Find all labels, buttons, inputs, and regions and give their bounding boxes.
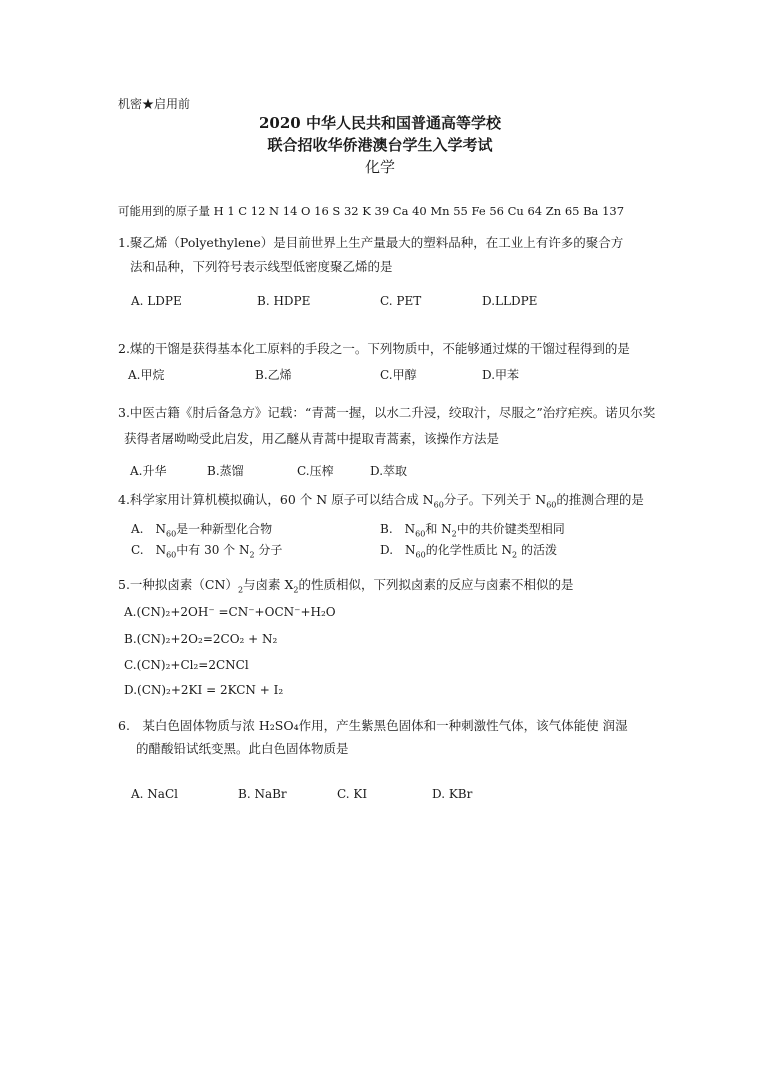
q4-option-d: D. $N_{60}$的化学性质比 $N_2$ 的活泼 — [380, 543, 557, 560]
q1-stem-line2: 法和品种，下列符号表示线型低密度聚乙烯的是 — [130, 259, 393, 274]
q3-option-c: C.压榨 — [297, 464, 334, 478]
q6-option-b: B. NaBr — [238, 787, 287, 801]
q4-option-b: B. $N_{60}$和 $N_2$中的共价键类型相同 — [380, 522, 565, 539]
q4-stem: 4.科学家用计算机模拟确认，60 个 N 原子可以结合成 $N_{60}$分子。下列关于 $N_{60}$的推测合理的是 — [118, 492, 644, 510]
q5-option-a: A.(CN)₂+2OH⁻ =CN⁻+OCN⁻+H₂O — [124, 605, 336, 619]
q3-option-d: D.萃取 — [370, 464, 408, 478]
q6-option-a: A. NaCl — [131, 787, 178, 801]
q6-stem-line2: 的醋酸铅试纸变黑。此白色固体物质是 — [136, 741, 349, 756]
q3-stem-line1: 3.中医古籍《肘后备急方》记载：“青蒿一握，以水二升浸，绞取汁，尽服之”治疗疟疾。诺贝尔奖 — [118, 405, 656, 420]
q5-option-b: B.(CN)₂+2O₂=2CO₂ + N₂ — [124, 632, 278, 646]
q6-option-c: C. KI — [337, 787, 368, 801]
q5-stem: 5.一种拟卤素$(CN)_2$与卤素 $X_2$的性质相似，下列拟卤素的反应与卤素不相似的是 — [118, 577, 574, 595]
q2-option-d: D.甲苯 — [482, 368, 520, 382]
atomic-masses: 可能用到的原子量 H 1 C 12 N 14 O 16 S 32 K 39 Ca 40 Mn 55 Fe 56 Cu 64 Zn 65 Ba 137 — [118, 204, 625, 218]
q2-option-b: B.乙烯 — [255, 368, 292, 382]
q1-option-b: B. HDPE — [257, 294, 311, 308]
q1-option-d: D.LLDPE — [482, 294, 538, 308]
q5-option-d: D.(CN)₂+2KI = 2KCN + I₂ — [124, 683, 284, 697]
subject-title: 化学 — [364, 158, 395, 176]
q3-stem-line2: 获得者屠呦呦受此启发，用乙醚从青蒿中提取青蒿素，该操作方法是 — [124, 431, 500, 446]
confidential-label: 机密★启用前 — [118, 97, 191, 111]
q1-option-a: A. LDPE — [131, 294, 182, 308]
exam-title-line2: 联合招收华侨港澳台学生入学考试 — [267, 136, 493, 154]
q6-option-d: D. KBr — [432, 787, 473, 801]
q4-option-a: A. $N_{60}$是一种新型化合物 — [131, 522, 273, 539]
exam-title-line1: 2020 中华人民共和国普通高等学校 — [259, 114, 501, 132]
q1-option-c: C. PET — [380, 294, 422, 308]
q2-option-c: C.甲醇 — [380, 368, 417, 382]
q6-stem-line1: 6. 某白色固体物质与浓 H₂SO₄作用，产生紫黑色固体和一种刺激性气体，该气体能使 润湿 — [118, 718, 628, 733]
q2-option-a: A.甲烷 — [128, 368, 165, 382]
q5-option-c: C.(CN)₂+Cl₂=2CNCl — [124, 658, 249, 672]
q4-option-c: C. $N_{60}$中有 30 个 $N_2$ 分子 — [131, 543, 283, 560]
q2-stem: 2.煤的干馏是获得基本化工原料的手段之一。下列物质中，不能够通过煤的干馏过程得到的是 — [118, 341, 630, 356]
q1-stem-line1: 1.聚乙烯（Polyethylene）是目前世界上生产量最大的塑料品种，在工业上有许多的聚合方 — [118, 235, 624, 250]
q3-option-a: A.升华 — [130, 464, 167, 478]
q3-option-b: B.蒸馏 — [207, 464, 244, 478]
